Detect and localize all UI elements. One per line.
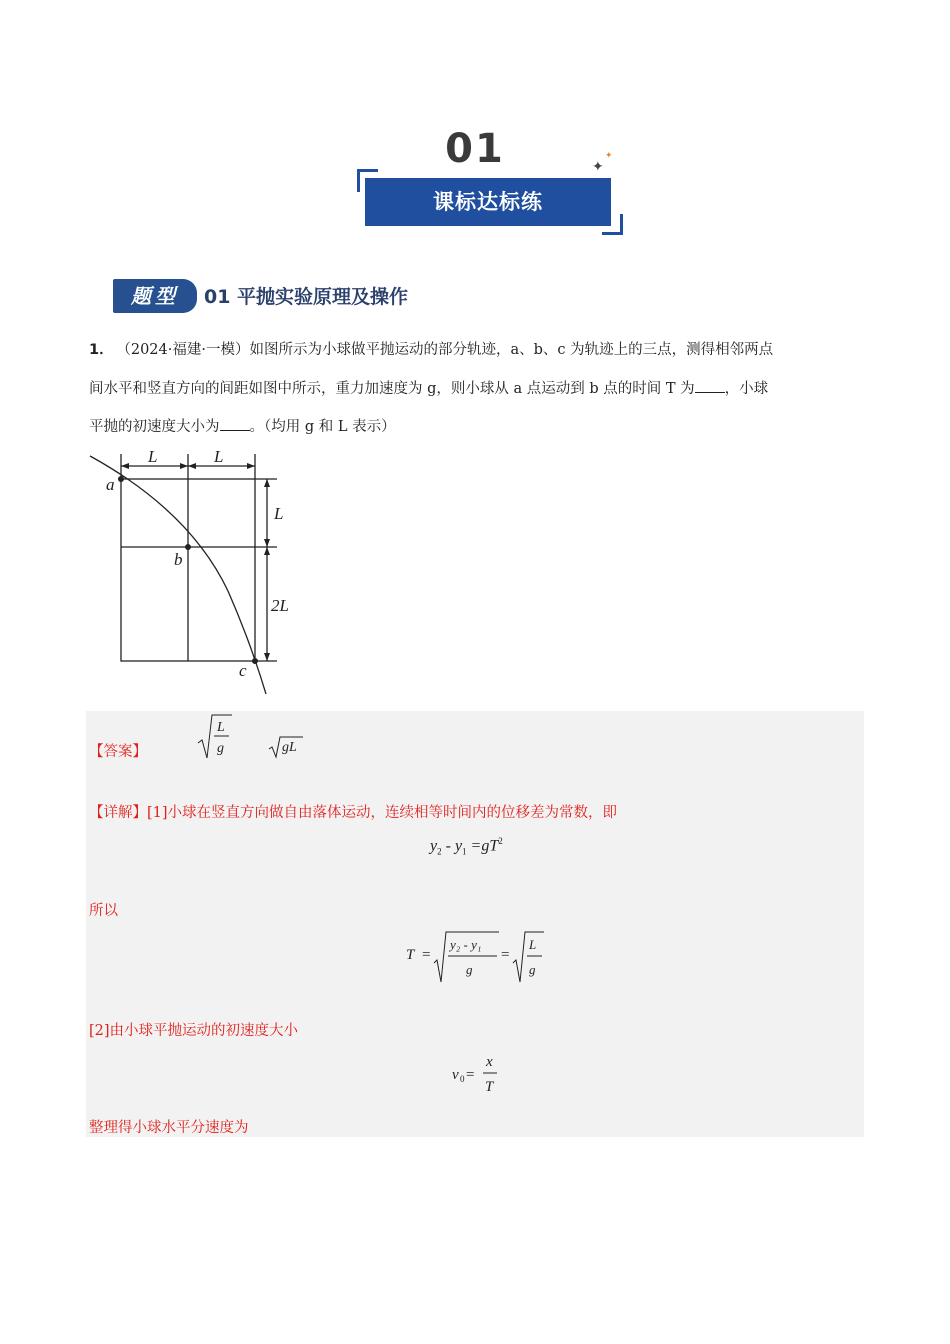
point-c-dot <box>252 658 258 664</box>
question-number: 1． <box>89 342 114 358</box>
question-line3-tail: 。（均用 g 和 L 表示） <box>249 419 396 435</box>
equation-2 <box>404 929 554 985</box>
equation-3 <box>450 1051 510 1097</box>
section-title: 课标达标练 <box>433 190 543 214</box>
section-banner <box>365 178 611 226</box>
type-tag-label: 题型 <box>131 284 179 308</box>
trajectory-figure <box>80 446 310 698</box>
eq1-sup: 2 <box>498 836 503 846</box>
label-2L-right: 2L <box>271 596 289 615</box>
answer-1-den: g <box>217 741 224 756</box>
eq2-r-num: L <box>529 937 537 952</box>
eq1-sub1: 1 <box>462 846 467 857</box>
type-tag <box>113 279 197 313</box>
eq1-y1: y <box>454 837 463 855</box>
answer-1-num: L <box>217 720 225 735</box>
detail-label: 【详解】 <box>89 805 147 821</box>
answer-1-sqrt <box>196 713 236 761</box>
type-heading-title: 01 平抛实验原理及操作 <box>204 286 409 308</box>
question-line-2 <box>89 378 864 399</box>
label-L-top-left: L <box>148 447 158 466</box>
eq2-frac-den: g <box>466 962 473 977</box>
answer-blank-2 <box>220 416 250 431</box>
banner-bracket-bottom-right <box>602 214 623 235</box>
label-point-b: b <box>174 550 183 569</box>
section-number: 01 <box>445 126 505 172</box>
equation-1 <box>430 836 503 857</box>
eq3-eq: = <box>466 1067 475 1083</box>
eq2-eq2: = <box>501 947 510 963</box>
question-line2-text: 间水平和竖直方向的间距如图中所示，重力加速度为 g，则小球从 a 点运动到 b 点的时间 T 为 <box>89 381 695 397</box>
zhengli-text: 整理得小球水平分速度为 <box>89 1120 249 1136</box>
eq1-minus: - <box>441 837 455 855</box>
question-line1-text: 如图所示为小球做平抛运动的部分轨迹，a、b、c 为轨迹上的三点，测得相邻两点 <box>249 342 774 358</box>
eq3-num: x <box>486 1054 493 1070</box>
answer-2-value: gL <box>282 740 297 755</box>
label-point-a: a <box>106 475 115 494</box>
eq3-den: T <box>485 1079 494 1095</box>
point-b-dot <box>185 544 191 550</box>
question-line3-text: 平抛的初速度大小为 <box>89 419 220 435</box>
eq3-v: v <box>452 1067 459 1083</box>
question-line-1 <box>89 340 864 360</box>
label-L-top-right: L <box>214 447 224 466</box>
detail-step1-text: [1]小球在竖直方向做自由落体运动，连续相等时间内的位移差为常数，即 <box>147 805 618 821</box>
trajectory-curve <box>90 456 266 694</box>
eq1-sub2: 2 <box>437 846 442 857</box>
point-a-dot <box>118 476 124 482</box>
detail-step-1 <box>89 801 617 822</box>
question-source: （2024·福建·一模） <box>123 342 250 358</box>
question-line2-tail: ，小球 <box>724 381 769 397</box>
label-L-right: L <box>274 504 284 523</box>
sparkle-small-icon: ✦ <box>605 151 613 161</box>
eq2-eq: = <box>422 947 431 963</box>
eq1-y2: y <box>430 837 438 855</box>
detail-step-2: [2]由小球平抛运动的初速度大小 <box>89 1023 299 1039</box>
answer-2-sqrt <box>267 735 307 759</box>
suoyi-text: 所以 <box>89 903 118 919</box>
eq2-r-den: g <box>529 962 536 977</box>
label-point-c: c <box>239 661 247 680</box>
question-line-3 <box>89 416 864 437</box>
eq2-T: T <box>406 947 415 963</box>
eq3-sub: 0 <box>460 1074 465 1084</box>
eq1-rhs: =gT <box>466 837 499 855</box>
eq2-frac-num: y₂ - y₁ <box>450 937 482 952</box>
sparkle-icon: ✦ <box>592 159 604 175</box>
answer-blank-1 <box>695 378 725 393</box>
answer-label: 【答案】 <box>89 744 147 760</box>
